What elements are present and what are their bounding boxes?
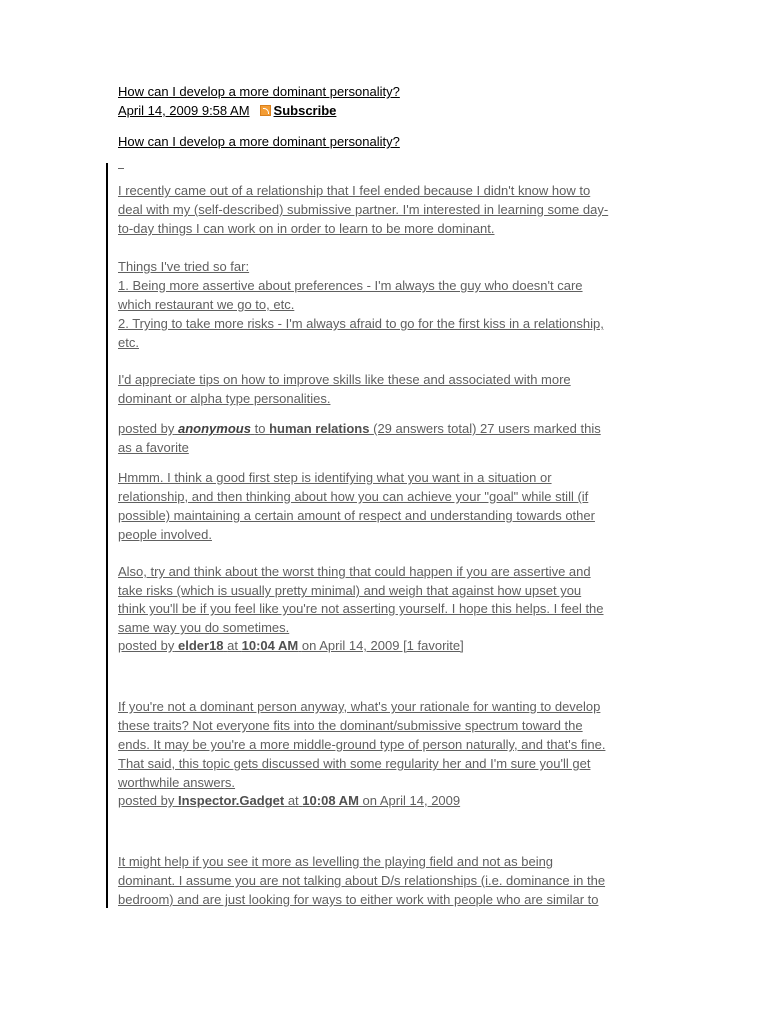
question-line: dominant or alpha type personalities. [118, 391, 331, 406]
answer-line: worthwhile answers. [118, 775, 236, 790]
answer-line: possible) maintaining a certain amount of respect and understanding towards other [118, 508, 595, 523]
post-date-text: on April 14, 2009 [1 favorite] [301, 638, 464, 653]
question-line: 1. Being more assertive about preferences - I'm always the guy who doesn't care [118, 278, 583, 293]
question-line: which restaurant we go to, etc. [118, 297, 295, 312]
rss-icon[interactable] [260, 105, 271, 116]
answer-line: It might help if you see it more as levelling the playing field and not as being [118, 854, 554, 869]
author-link[interactable]: anonymous [178, 421, 251, 436]
answer-byline [118, 638, 464, 654]
question-byline [118, 421, 601, 437]
question-title[interactable]: How can I develop a more dominant personality? [118, 134, 400, 149]
answer-line: same way you do sometimes. [118, 620, 290, 635]
answer-stats: (29 answers total) 27 users marked this [373, 421, 601, 436]
time-link[interactable]: 10:04 AM [241, 638, 299, 653]
post-date-line [118, 103, 336, 118]
posted-by-label: posted by [118, 793, 175, 808]
time-link[interactable]: 10:08 AM [302, 793, 359, 808]
answer-line: bedroom) and are just looking for ways to either work with people who are similar to [118, 892, 599, 907]
to-label: to [254, 421, 266, 436]
answer-line: If you're not a dominant person anyway, what's your rationale for wanting to develop [118, 699, 601, 714]
answer-line: Also, try and think about the worst thing that could happen if you are assertive and [118, 564, 591, 579]
answer-line: Hmmm. I think a good first step is identifying what you want in a situation or [118, 470, 552, 485]
answer-byline [118, 793, 460, 809]
answer-line: That said, this topic gets discussed with some regularity her and I'm sure you'll get [118, 756, 591, 771]
author-link[interactable]: Inspector.Gadget [178, 793, 285, 808]
question-line: etc. [118, 335, 139, 350]
page-title[interactable]: How can I develop a more dominant personality? [118, 84, 400, 99]
question-line: Things I've tried so far: [118, 259, 250, 274]
question-line: to-day things I can work on in order to learn to be more dominant. [118, 221, 495, 236]
posted-by-label: posted by [118, 421, 175, 436]
answer-line: ends. It may be you're a more middle-ground type of person naturally, and that's fine. [118, 737, 606, 752]
answer-line: these traits? Not everyone fits into the dominant/submissive spectrum toward the [118, 718, 583, 733]
subscribe-link[interactable]: Subscribe [273, 103, 337, 118]
question-line: I recently came out of a relationship that I feel ended because I didn't know how to [118, 183, 591, 198]
posted-by-label: posted by [118, 638, 175, 653]
answer-line: think you'll be if you feel like you're not asserting yourself. I hope this helps. I feel the [118, 601, 604, 616]
at-label: at [287, 793, 299, 808]
quote-bar [106, 163, 108, 908]
favorite-stats: as a favorite [118, 440, 189, 455]
post-date: April 14, 2009 9:58 AM [118, 103, 250, 118]
post-date-text: on April 14, 2009 [362, 793, 461, 808]
category-link[interactable]: human relations [269, 421, 370, 436]
author-link[interactable]: elder18 [178, 638, 224, 653]
answer-line: people involved. [118, 527, 212, 542]
anchor-mark [118, 168, 124, 169]
at-label: at [227, 638, 239, 653]
answer-line: relationship, and then thinking about how you can achieve your "goal" while still (if [118, 489, 589, 504]
question-line: I'd appreciate tips on how to improve skills like these and associated with more [118, 372, 571, 387]
question-line: 2. Trying to take more risks - I'm always afraid to go for the first kiss in a relationship, [118, 316, 604, 331]
answer-line: take risks (which is usually pretty minimal) and weigh that against how upset you [118, 583, 582, 598]
answer-line: dominant. I assume you are not talking about D/s relationships (i.e. dominance in the [118, 873, 606, 888]
question-line: deal with my (self-described) submissive partner. I'm interested in learning some day- [118, 202, 609, 217]
